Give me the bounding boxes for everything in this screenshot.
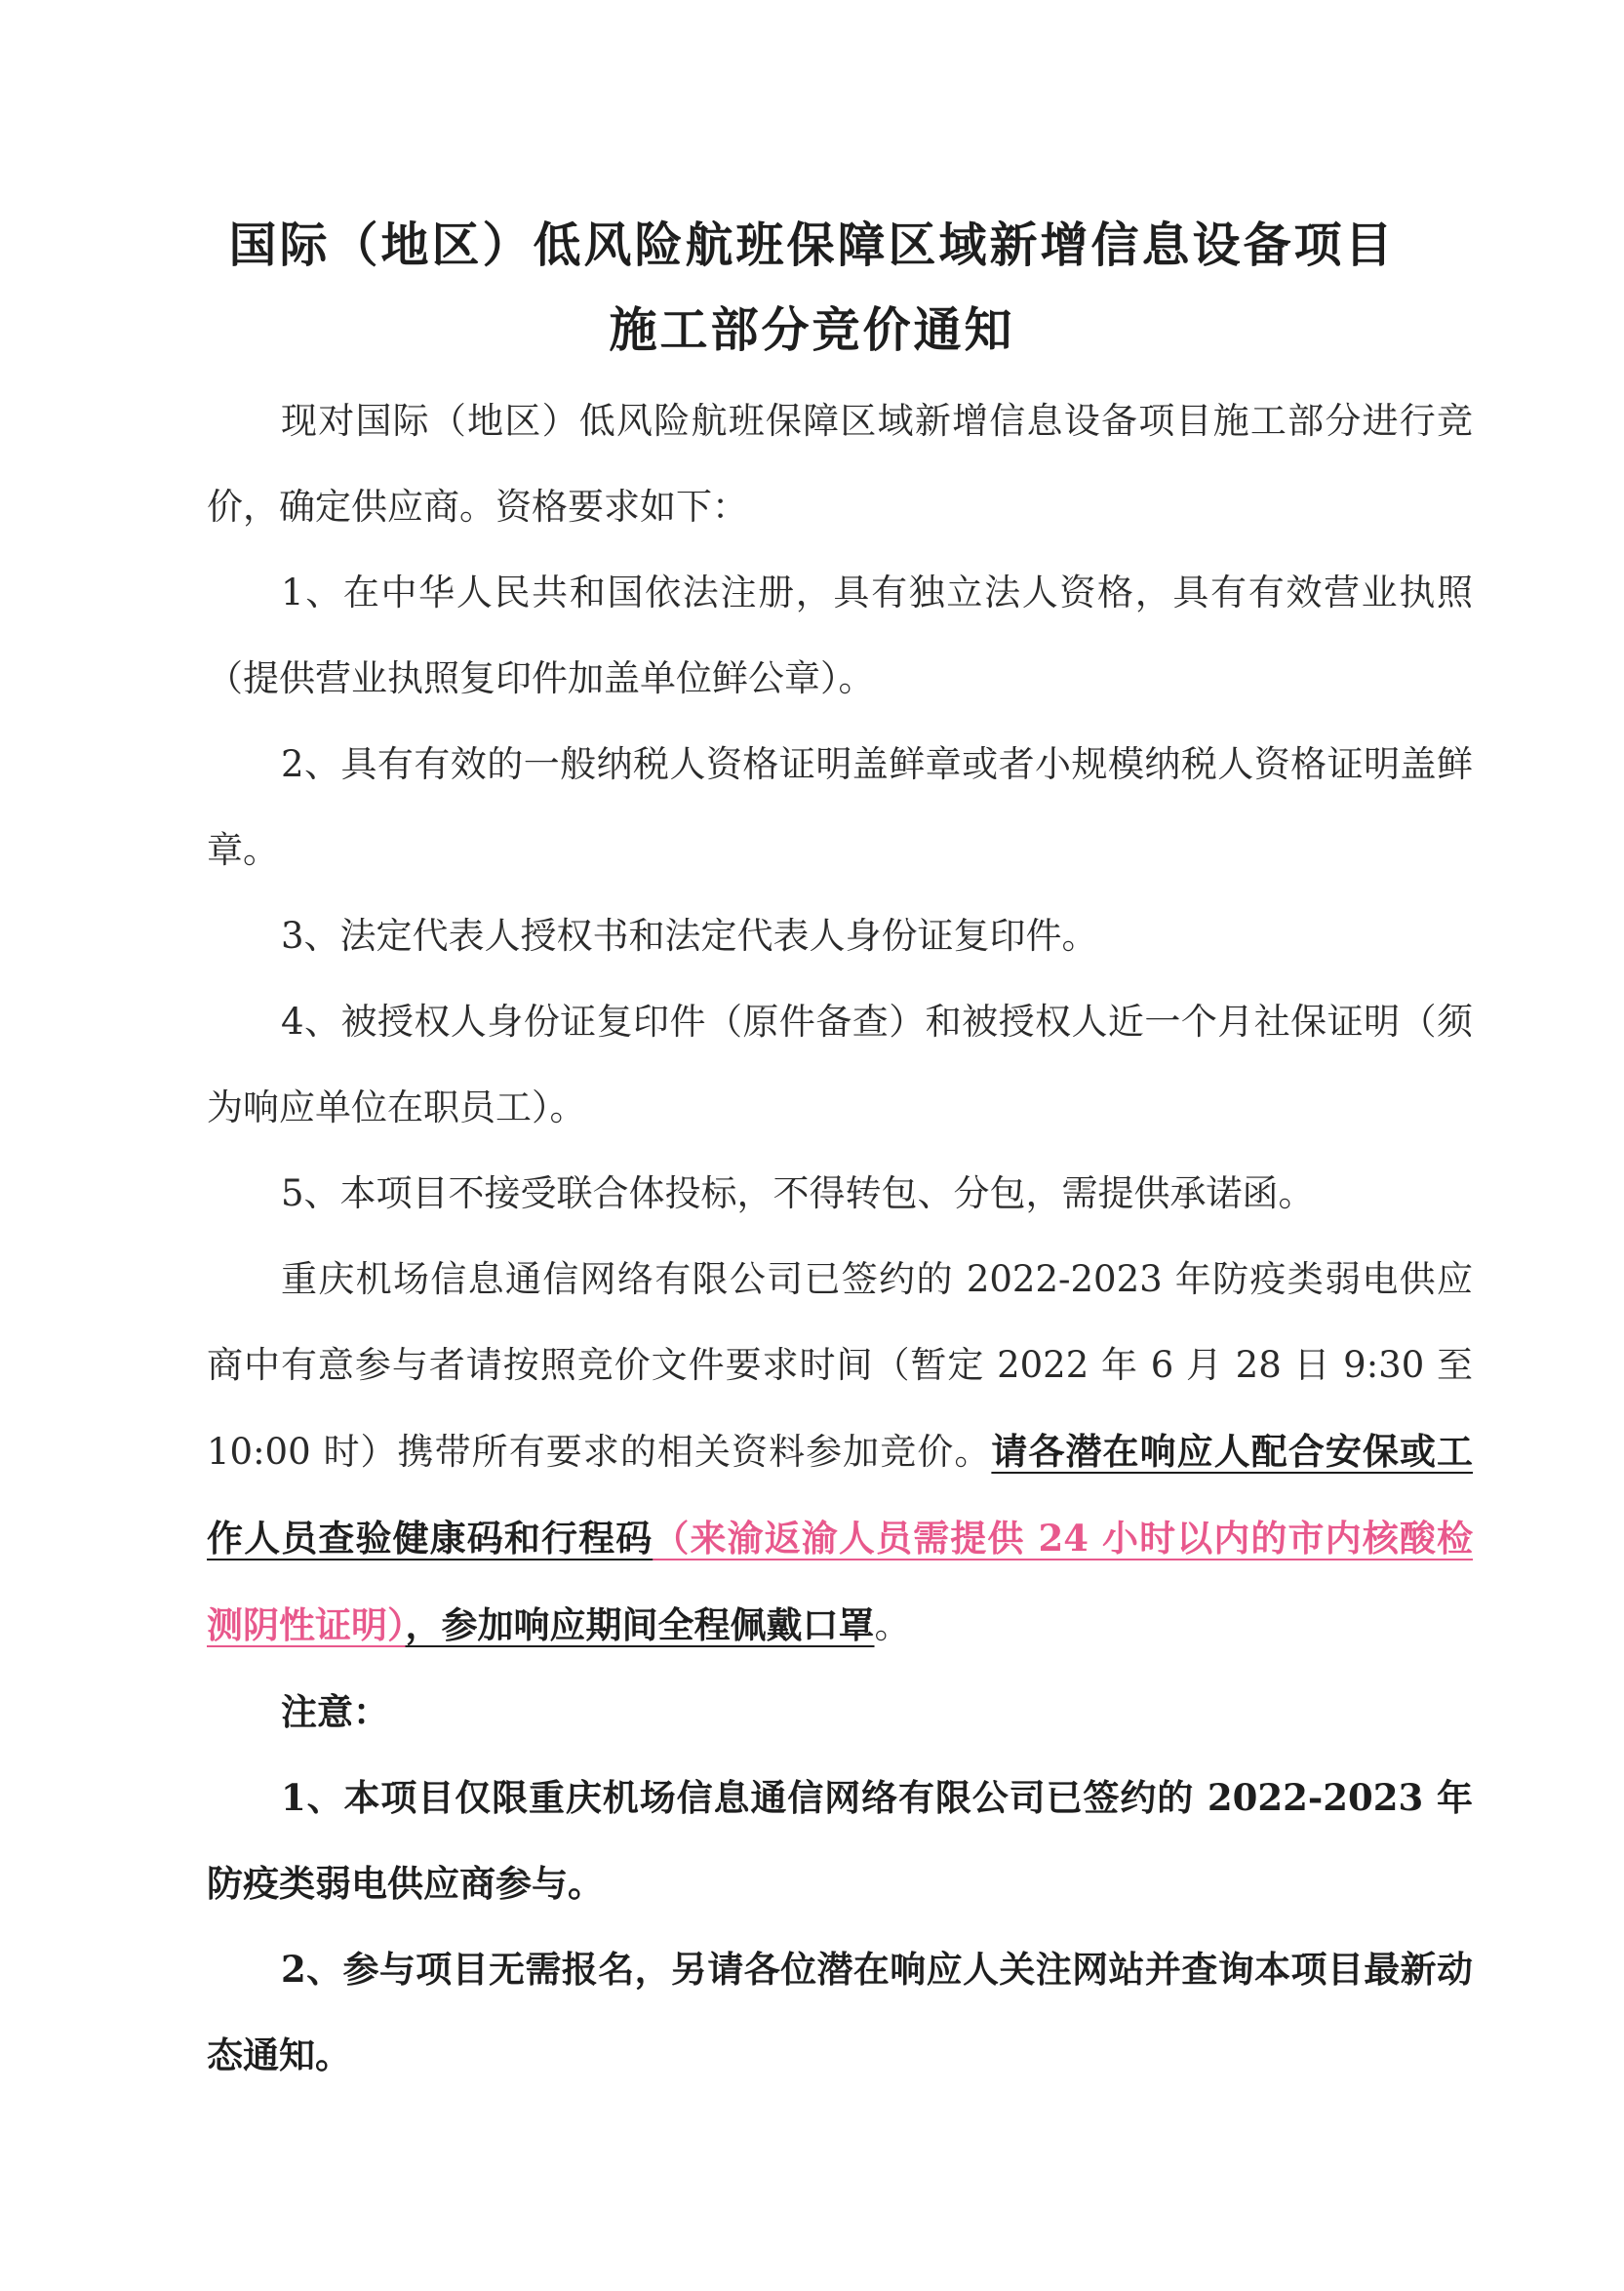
document-title-line-1: 国际（地区）低风险航班保障区域新增信息设备项目 [228, 217, 1396, 273]
requirement-item-4: 4、被授权人身份证复印件（原件备查）和被授权人近一个月社保证明（须为响应单位在职员工）。 [207, 1001, 1473, 1128]
health-code-requirement: 请各潜在响应人配合安保或工作人员查验健康码和行程码 [207, 1430, 1473, 1560]
requirement-item-1: 1、在中华人民共和国依法注册，具有独立法人资格，具有有效营业执照（提供营业执照复印件加盖单位鲜公章）。 [207, 572, 1473, 699]
intro-paragraph: 现对国际（地区）低风险航班保障区域新增信息设备项目施工部分进行竞价，确定供应商。资格要求如下： [207, 400, 1473, 528]
note-item-2: 2、参与项目无需报名，另请各位潜在响应人关注网站并查询本项目最新动态通知。 [207, 1948, 1473, 2076]
document-title-line-2: 施工部分竞价通知 [609, 302, 1015, 358]
participation-paragraph [207, 1237, 1473, 1669]
note-item-1: 1、本项目仅限重庆机场信息通信网络有限公司已签约的 2022-2023 年防疫类弱电供应商参与。 [207, 1776, 1473, 1905]
participation-text: 重庆机场信息通信网络有限公司已签约的 2022-2023 年防疫类弱电供应商中有意参与者请按照竞价文件要求时间（暂定 2022 年 6 月 28 日 9:30 至 10:00 时）携带所有要求的相关资料参加竞价。 [207, 1258, 1473, 1473]
notes-heading: 注意： [281, 1690, 389, 1733]
document-body [207, 378, 1473, 2098]
requirement-item-2: 2、具有有效的一般纳税人资格证明盖鲜章或者小规模纳税人资格证明盖鲜章。 [207, 743, 1473, 871]
participation-end: 。 [874, 1604, 911, 1646]
nucleic-acid-test-requirement: （来渝返渝人员需提供 24 小时以内的市内核酸检测阴性证明） [207, 1517, 1473, 1646]
mask-requirement: ，参加响应期间全程佩戴口罩 [405, 1603, 875, 1646]
requirement-item-5: 5、本项目不接受联合体投标，不得转包、分包，需提供承诺函。 [281, 1172, 1315, 1214]
requirement-item-3: 3、法定代表人授权书和法定代表人身份证复印件。 [281, 915, 1098, 957]
